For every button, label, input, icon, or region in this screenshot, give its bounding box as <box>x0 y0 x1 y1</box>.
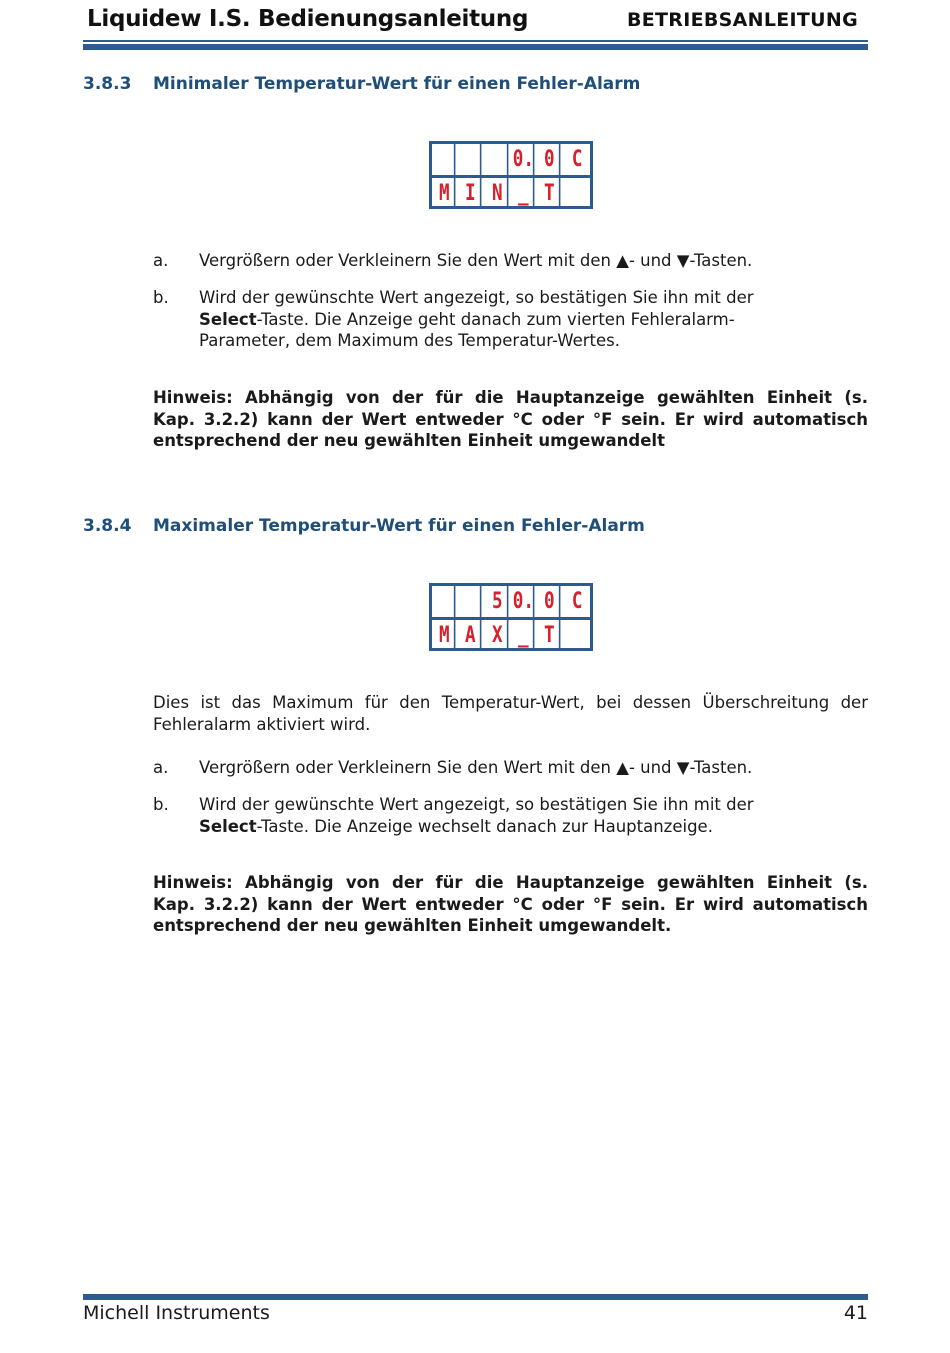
lcd-cell: 0 <box>540 586 561 617</box>
intro-paragraph <box>153 692 868 735</box>
down-arrow-icon: ▼ <box>676 758 690 777</box>
lcd-cell: M <box>435 178 456 209</box>
footer-rule <box>83 1294 868 1300</box>
select-key-label: Select <box>199 816 257 836</box>
lcd-cell: 5 <box>487 586 508 617</box>
lcd-row-top <box>432 586 590 620</box>
note-line: entsprechend der neu gewählten Einheit umgewandelt. <box>153 916 672 935</box>
list-text <box>199 757 819 779</box>
section-heading-3-8-4 <box>83 516 645 536</box>
text-segment: - und <box>628 251 677 270</box>
lcd-cell <box>435 586 456 617</box>
lcd-cell <box>435 144 456 175</box>
header-rule-thin <box>83 40 868 42</box>
document-title: Liquidew I.S. Bedienungsanleitung <box>87 6 529 32</box>
text-segment: Vergrößern oder Verkleinern Sie den Wert mit den <box>199 758 617 777</box>
lcd-cell: X <box>487 620 508 651</box>
text-segment: Wird der gewünschte Wert angezeigt, so bestätigen Sie ihn mit der <box>199 795 754 814</box>
lcd-display-max <box>429 583 593 651</box>
text-segment: Vergrößern oder Verkleinern Sie den Wert mit den <box>199 251 617 270</box>
lcd-row-bottom <box>432 620 590 651</box>
list-text <box>199 250 819 272</box>
lcd-cell <box>461 144 482 175</box>
lcd-cell <box>566 620 587 651</box>
up-arrow-icon: ▲ <box>616 758 629 777</box>
footer-company: Michell Instruments <box>83 1302 270 1324</box>
lcd-cell: _ <box>514 178 535 209</box>
list-marker: b. <box>153 288 169 307</box>
text-segment: Wird der gewünschte Wert angezeigt, so bestätigen Sie ihn mit der <box>199 288 754 307</box>
header-rule-thick <box>83 44 868 50</box>
lcd-cell: N <box>487 178 508 209</box>
list-text <box>199 287 819 352</box>
lcd-cell: C <box>571 147 583 172</box>
note-block <box>153 387 868 452</box>
section-number: 3.8.4 <box>83 516 132 536</box>
lcd-row-top <box>432 144 590 178</box>
intro-line: Fehleralarm aktiviert wird. <box>153 714 371 734</box>
list-marker: a. <box>153 758 169 777</box>
note-line: Kap. 3.2.2) kann der Wert entweder °C oder °F sein. Er wird automatisch <box>153 894 868 914</box>
up-arrow-icon: ▲ <box>616 251 629 270</box>
section-heading-3-8-3 <box>83 74 640 94</box>
down-arrow-icon: ▼ <box>676 251 690 270</box>
lcd-cell <box>461 586 482 617</box>
text-segment: -Taste. Die Anzeige wechselt danach zur Hauptanzeige. <box>256 816 713 836</box>
intro-line: Dies ist das Maximum für den Temperatur-Wert, bei dessen Überschreitung der <box>153 693 868 712</box>
lcd-cell <box>566 178 587 209</box>
section-title: Maximaler Temperatur-Wert für einen Fehler-Alarm <box>153 516 645 536</box>
text-segment: -Tasten. <box>689 251 753 270</box>
section-title: Minimaler Temperatur-Wert für einen Fehler-Alarm <box>153 74 641 94</box>
list-marker: b. <box>153 795 169 814</box>
note-block <box>153 872 868 937</box>
section-number: 3.8.3 <box>83 74 132 94</box>
text-segment: - und <box>628 758 677 777</box>
lcd-cell: 0. <box>514 586 535 617</box>
text-segment: -Taste. Die Anzeige geht danach zum vierten Fehleralarm-Parameter, dem Maximum des Temperatur-Wertes. <box>199 309 735 350</box>
lcd-cell: M <box>435 620 456 651</box>
lcd-display-min <box>429 141 593 209</box>
lcd-cell: A <box>461 620 482 651</box>
lcd-cell: T <box>540 620 561 651</box>
header-section-label: BETRIEBSANLEITUNG <box>626 9 858 31</box>
list-text <box>199 794 819 837</box>
lcd-cell: T <box>540 178 561 209</box>
note-line: Kap. 3.2.2) kann der Wert entweder °C oder °F sein. Er wird automatisch <box>153 409 868 429</box>
note-line: entsprechend der neu gewählten Einheit umgewandelt <box>153 431 665 450</box>
lcd-cell: 0 <box>540 144 561 175</box>
list-marker: a. <box>153 251 169 270</box>
note-line: Hinweis: Abhängig von der für die Hauptanzeige gewählten Einheit (s. <box>153 388 868 407</box>
lcd-cell <box>487 144 508 175</box>
text-segment: -Tasten. <box>689 758 753 777</box>
lcd-cell: 0. <box>514 144 535 175</box>
lcd-cell: I <box>461 178 482 209</box>
select-key-label: Select <box>199 309 257 329</box>
page-number: 41 <box>843 1302 868 1324</box>
lcd-row-bottom <box>432 178 590 209</box>
lcd-cell: C <box>571 589 583 614</box>
note-line: Hinweis: Abhängig von der für die Hauptanzeige gewählten Einheit (s. <box>153 873 868 892</box>
lcd-cell: _ <box>514 620 535 651</box>
